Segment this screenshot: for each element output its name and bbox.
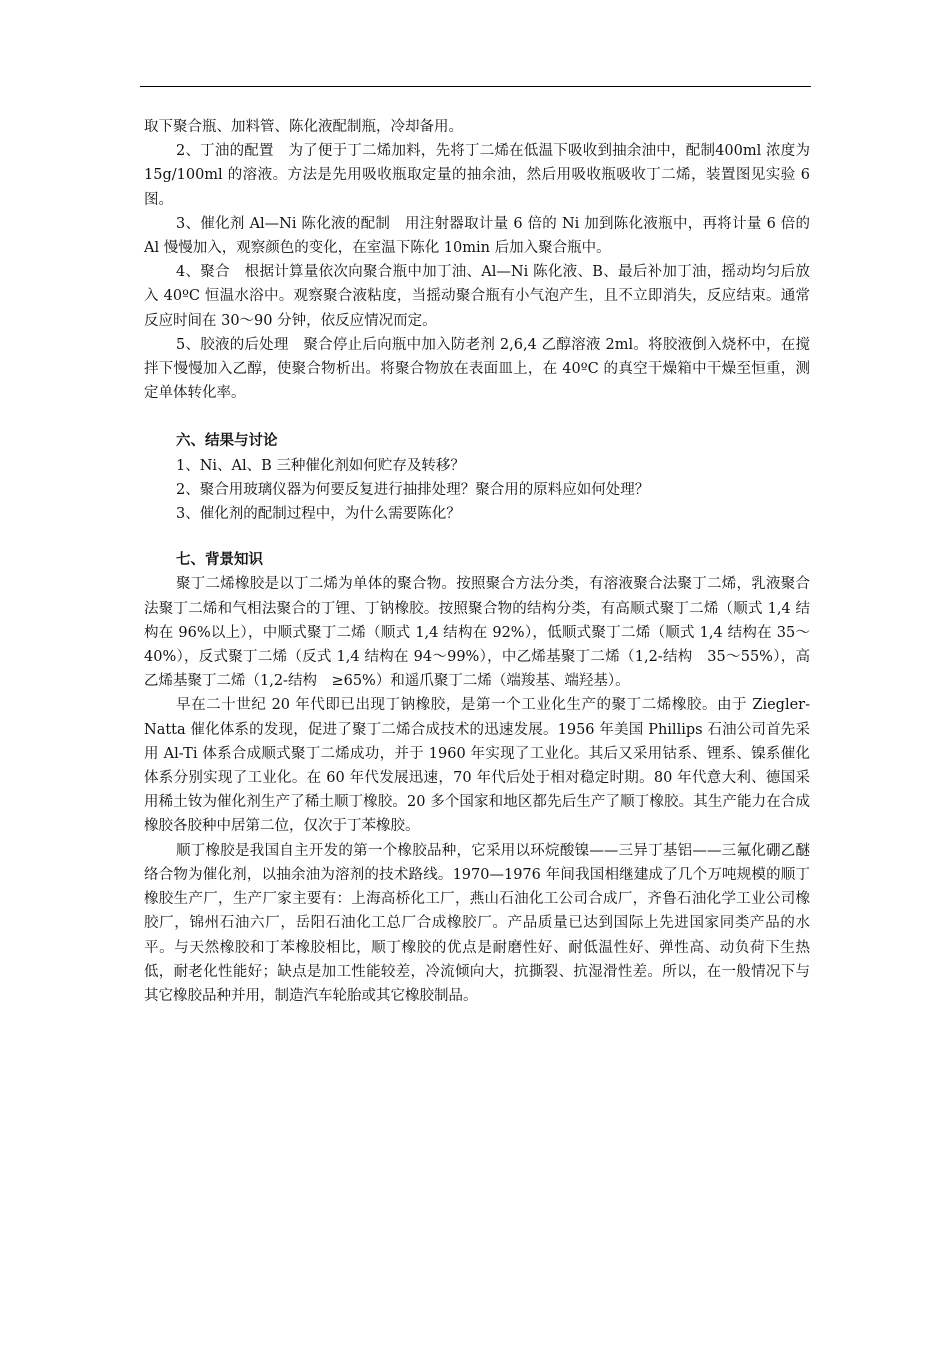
paragraph-polymerization: 4、聚合 根据计算量依次向聚合瓶中加丁油、Al—Ni 陈化液、B、最后补加丁油，摇动均匀后放入 40ºC 恒温水浴中。观察聚合液粘度，当摇动聚合瓶有小气泡产生，且不立即消失，反应结束。通常反应时间在 30～90 分钟，依反应情况而定。 xyxy=(144,264,810,329)
document-body xyxy=(144,115,810,1008)
spacer xyxy=(144,405,810,429)
spacer xyxy=(144,526,810,548)
question-1: 1、Ni、Al、B 三种催化剂如何贮存及转移？ xyxy=(176,457,465,474)
section-heading-background: 七、背景知识 xyxy=(176,551,263,569)
paragraph-background-3: 顺丁橡胶是我国自主开发的第一个橡胶品种，它采用以环烷酸镍——三异丁基铝——三氟化硼乙醚络合物为催化剂，以抽余油为溶剂的技术路线。1970—1976 年间我国相继建成了几个万吨规模的顺丁橡胶生产厂，生产厂家主要有：上海高桥化工厂，燕山石油化工公司合成厂，齐鲁石油化学工业公司橡胶厂，锦州石油六厂，岳阳石油化工总厂合成橡胶厂。产品质量已达到国际上先进国家同类产品的水平。与天然橡胶和丁苯橡胶相比，顺丁橡胶的优点是耐磨性好、耐低温性好、弹性高、动负荷下生热低，耐老化性能好；缺点是加工性能较差，冷流倾向大，抗撕裂、抗湿滑性差。所以，在一般情况下与其它橡胶品种并用，制造汽车轮胎或其它橡胶制品。 xyxy=(144,842,810,1004)
section-heading-results: 六、结果与讨论 xyxy=(176,432,278,450)
paragraph-butadiene-oil: 2、丁油的配置 为了便于丁二烯加料，先将丁二烯在低温下吸收到抽余油中，配制400ml 浓度为 15g/100ml 的溶液。方法是先用吸收瓶取定量的抽余油，然后用吸收瓶吸收丁二烯，装置图见实验 6 图。 xyxy=(144,143,810,208)
paragraph-background-1: 聚丁二烯橡胶是以丁二烯为单体的聚合物。按照聚合方法分类，有溶液聚合法聚丁二烯，乳液聚合法聚丁二烯和气相法聚合的丁锂、丁钠橡胶。按照聚合物的结构分类，有高顺式聚丁二烯（顺式 1,4 结构在 96%以上），中顺式聚丁二烯（顺式 1,4 结构在 92%），低顺式聚丁二烯（顺式 1,4 结构在 35～40%），反式聚丁二烯（反式 1,4 结构在 94～99%），中乙烯基聚丁二烯（1,2-结构 35～55%），高乙烯基聚丁二烯（1,2-结构 ≥65%）和遥爪聚丁二烯（端羧基、端羟基）。 xyxy=(144,576,810,690)
question-3: 3、催化剂的配制过程中，为什么需要陈化？ xyxy=(176,506,461,523)
paragraph-continued: 取下聚合瓶、加料管、陈化液配制瓶，冷却备用。 xyxy=(144,119,463,135)
header-rule xyxy=(140,86,811,87)
paragraph-post-treatment: 5、胶液的后处理 聚合停止后向瓶中加入防老剂 2,6,4 乙醇溶液 2ml。将胶液倒入烧杯中，在搅拌下慢慢加入乙醇，使聚合物析出。将聚合物放在表面皿上，在 40ºC 的真空干燥箱中干燥至恒重，测定单体转化率。 xyxy=(144,336,810,402)
paragraph-catalyst-aging: 3、催化剂 Al—Ni 陈化液的配制 用注射器取计量 6 倍的 Ni 加到陈化液瓶中，再将计量 6 倍的 Al 慢慢加入，观察颜色的变化，在室温下陈化 10min 后加入聚合瓶中。 xyxy=(144,215,810,257)
paragraph-background-2: 早在二十世纪 20 年代即已出现丁钠橡胶，是第一个工业化生产的聚丁二烯橡胶。由于 Ziegler-Natta 催化体系的发现，促进了聚丁二烯合成技术的迅速发展。1956 年美国 Phillips 石油公司首先采用 Al-Ti 体系合成顺式聚丁二烯成功，并于 1960 年实现了工业化。其后又采用钴系、锂系、镍系催化体系分别实现了工业化。在 60 年代发展迅速，70 年代后处于相对稳定时期。80 年代意大利、德国采用稀土钕为催化剂生产了稀土顺丁橡胶。20 多个国家和地区都先后生产了顺丁橡胶。其生产能力在合成橡胶各胶种中居第二位，仅次于丁苯橡胶。 xyxy=(144,697,810,835)
question-2: 2、聚合用玻璃仪器为何要反复进行抽排处理？聚合用的原料应如何处理？ xyxy=(176,481,650,498)
